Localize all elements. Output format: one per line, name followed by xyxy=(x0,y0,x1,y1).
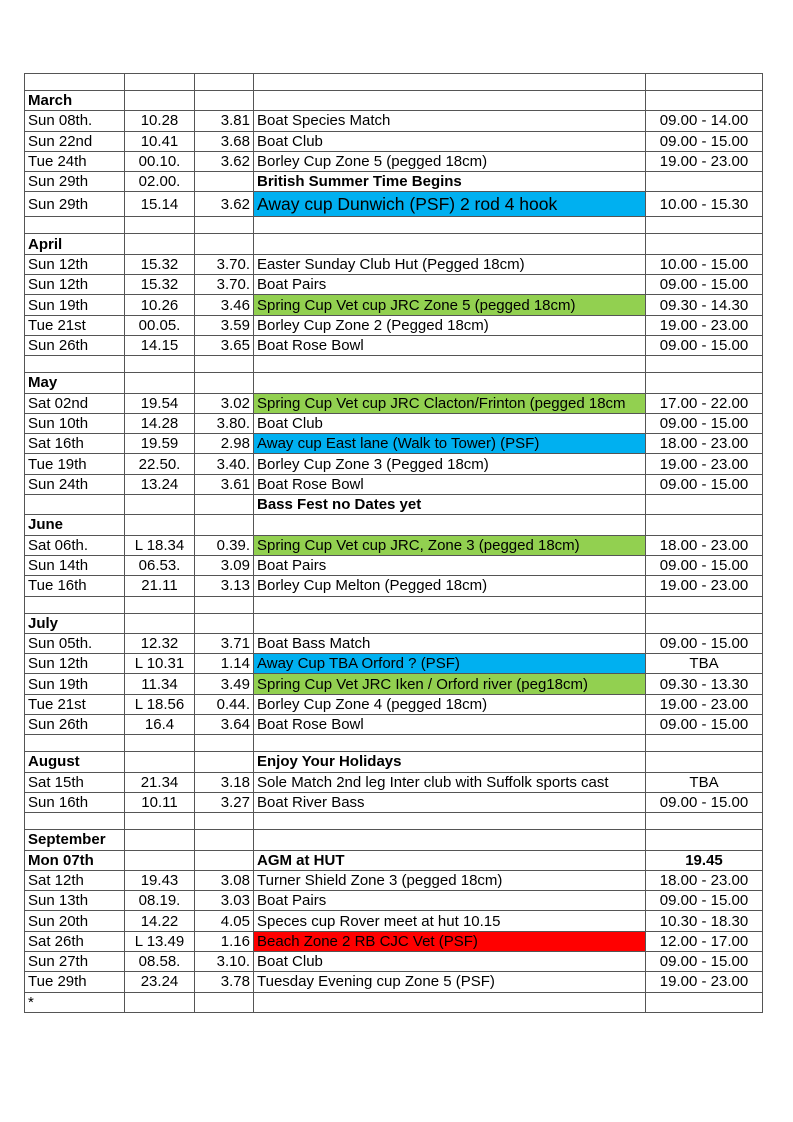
date-cell: Tue 19th xyxy=(25,454,125,474)
table-row xyxy=(25,772,763,792)
hours-cell: 19.45 xyxy=(646,850,763,870)
table-row xyxy=(25,295,763,315)
tide-height-cell: 3.78 xyxy=(195,972,254,992)
hours-cell: 10.30 - 18.30 xyxy=(646,911,763,931)
hours-cell xyxy=(646,91,763,111)
hours-cell xyxy=(646,373,763,393)
tide-time-cell xyxy=(125,217,195,234)
event-cell: Boat Club xyxy=(254,413,646,433)
event-cell: Speces cup Rover meet at hut 10.15 xyxy=(254,911,646,931)
hours-cell: 19.00 - 23.00 xyxy=(646,151,763,171)
tide-height-cell: 3.59 xyxy=(195,315,254,335)
tide-time-cell: 02.00. xyxy=(125,172,195,192)
event-cell: Boat Pairs xyxy=(254,891,646,911)
table-row xyxy=(25,891,763,911)
event-cell: Away Cup TBA Orford ? (PSF) xyxy=(254,654,646,674)
tide-height-cell: 3.61 xyxy=(195,474,254,494)
event-cell: Borley Cup Melton (Pegged 18cm) xyxy=(254,576,646,596)
tide-height-cell xyxy=(195,830,254,850)
tide-height-cell: 3.62 xyxy=(195,192,254,217)
blank-row xyxy=(25,356,763,373)
event-cell: Boat Bass Match xyxy=(254,633,646,653)
hours-cell: 18.00 - 23.00 xyxy=(646,434,763,454)
hours-cell: 09.30 - 13.30 xyxy=(646,674,763,694)
event-cell: Beach Zone 2 RB CJC Vet (PSF) xyxy=(254,931,646,951)
tide-time-cell: 15.32 xyxy=(125,254,195,274)
table-row xyxy=(25,434,763,454)
event-cell xyxy=(254,515,646,535)
table-row xyxy=(25,393,763,413)
tide-height-cell: 3.80. xyxy=(195,413,254,433)
tide-time-cell: 14.22 xyxy=(125,911,195,931)
event-cell xyxy=(254,830,646,850)
tide-time-cell: 11.34 xyxy=(125,674,195,694)
tide-height-cell xyxy=(195,735,254,752)
tide-time-cell: 08.58. xyxy=(125,951,195,971)
tide-height-cell: 3.65 xyxy=(195,335,254,355)
hours-cell: 19.00 - 23.00 xyxy=(646,315,763,335)
event-cell xyxy=(254,74,646,91)
date-cell: Sun 29th xyxy=(25,192,125,217)
tide-time-cell xyxy=(125,596,195,613)
table-row xyxy=(25,694,763,714)
hours-cell: 09.00 - 15.00 xyxy=(646,555,763,575)
table-row xyxy=(25,495,763,515)
tide-time-cell: 15.32 xyxy=(125,275,195,295)
date-cell xyxy=(25,356,125,373)
month-heading-row xyxy=(25,613,763,633)
month-heading-row xyxy=(25,830,763,850)
tide-time-cell xyxy=(125,850,195,870)
date-cell: July xyxy=(25,613,125,633)
hours-cell: 18.00 - 23.00 xyxy=(646,870,763,890)
event-cell: Boat Rose Bowl xyxy=(254,715,646,735)
tide-time-cell: 12.32 xyxy=(125,633,195,653)
event-cell: Tuesday Evening cup Zone 5 (PSF) xyxy=(254,972,646,992)
table-row xyxy=(25,555,763,575)
hours-cell: 19.00 - 23.00 xyxy=(646,694,763,714)
hours-cell: 09.00 - 15.00 xyxy=(646,335,763,355)
date-cell: Sat 15th xyxy=(25,772,125,792)
date-cell: Sat 06th. xyxy=(25,535,125,555)
date-cell: Sun 22nd xyxy=(25,131,125,151)
event-cell: Spring Cup Vet cup JRC, Zone 3 (pegged 18cm) xyxy=(254,535,646,555)
hours-cell xyxy=(646,234,763,254)
table-row xyxy=(25,335,763,355)
event-cell: Borley Cup Zone 4 (pegged 18cm) xyxy=(254,694,646,714)
hours-cell xyxy=(646,992,763,1012)
event-cell: Boat Pairs xyxy=(254,275,646,295)
tide-time-cell: 08.19. xyxy=(125,891,195,911)
tide-height-cell xyxy=(195,515,254,535)
tide-time-cell: 13.24 xyxy=(125,474,195,494)
date-cell: * xyxy=(25,992,125,1012)
date-cell: Sat 26th xyxy=(25,931,125,951)
event-cell: Bass Fest no Dates yet xyxy=(254,495,646,515)
date-cell: Sun 10th xyxy=(25,413,125,433)
date-cell: April xyxy=(25,234,125,254)
event-cell xyxy=(254,613,646,633)
month-heading-row xyxy=(25,91,763,111)
blank-row xyxy=(25,74,763,91)
tide-height-cell xyxy=(195,613,254,633)
hours-cell: 19.00 - 23.00 xyxy=(646,576,763,596)
event-cell: Easter Sunday Club Hut (Pegged 18cm) xyxy=(254,254,646,274)
tide-time-cell xyxy=(125,830,195,850)
fixtures-table-body xyxy=(25,74,763,1013)
blank-row xyxy=(25,217,763,234)
hours-cell xyxy=(646,613,763,633)
tide-time-cell xyxy=(125,356,195,373)
hours-cell: 09.00 - 15.00 xyxy=(646,633,763,653)
month-heading-row xyxy=(25,515,763,535)
table-row xyxy=(25,931,763,951)
hours-cell xyxy=(646,356,763,373)
date-cell: Tue 21st xyxy=(25,694,125,714)
table-row xyxy=(25,413,763,433)
event-cell: AGM at HUT xyxy=(254,850,646,870)
tide-time-cell: 19.43 xyxy=(125,870,195,890)
event-cell: Boat Club xyxy=(254,131,646,151)
hours-cell: 09.00 - 15.00 xyxy=(646,474,763,494)
tide-height-cell: 3.71 xyxy=(195,633,254,653)
tide-height-cell xyxy=(195,495,254,515)
date-cell: Sun 12th xyxy=(25,275,125,295)
tide-height-cell xyxy=(195,850,254,870)
table-row xyxy=(25,792,763,812)
tide-height-cell: 3.49 xyxy=(195,674,254,694)
event-cell xyxy=(254,992,646,1012)
event-cell: Spring Cup Vet JRC Iken / Orford river (peg18cm) xyxy=(254,674,646,694)
date-cell: Mon 07th xyxy=(25,850,125,870)
tide-time-cell: 16.4 xyxy=(125,715,195,735)
hours-cell: 10.00 - 15.00 xyxy=(646,254,763,274)
hours-cell xyxy=(646,752,763,772)
event-cell xyxy=(254,373,646,393)
table-row xyxy=(25,576,763,596)
date-cell: Sun 05th. xyxy=(25,633,125,653)
event-cell xyxy=(254,356,646,373)
date-cell: Sat 02nd xyxy=(25,393,125,413)
tide-time-cell xyxy=(125,91,195,111)
date-cell xyxy=(25,813,125,830)
table-row xyxy=(25,972,763,992)
event-cell: Boat Rose Bowl xyxy=(254,474,646,494)
hours-cell: 17.00 - 22.00 xyxy=(646,393,763,413)
hours-cell: 09.00 - 14.00 xyxy=(646,111,763,131)
blank-row xyxy=(25,735,763,752)
date-cell: March xyxy=(25,91,125,111)
table-row xyxy=(25,674,763,694)
tide-height-cell xyxy=(195,172,254,192)
date-cell: Sun 24th xyxy=(25,474,125,494)
tide-time-cell: 23.24 xyxy=(125,972,195,992)
date-cell: June xyxy=(25,515,125,535)
tide-time-cell xyxy=(125,373,195,393)
date-cell: Sun 13th xyxy=(25,891,125,911)
hours-cell: 09.00 - 15.00 xyxy=(646,891,763,911)
hours-cell: 18.00 - 23.00 xyxy=(646,535,763,555)
tide-time-cell xyxy=(125,813,195,830)
event-cell xyxy=(254,217,646,234)
date-cell: Tue 21st xyxy=(25,315,125,335)
tide-height-cell xyxy=(195,992,254,1012)
tide-time-cell: 10.28 xyxy=(125,111,195,131)
date-cell xyxy=(25,735,125,752)
date-cell xyxy=(25,495,125,515)
table-row xyxy=(25,535,763,555)
tide-height-cell xyxy=(195,596,254,613)
tide-height-cell: 3.68 xyxy=(195,131,254,151)
event-cell: Spring Cup Vet cup JRC Zone 5 (pegged 18cm) xyxy=(254,295,646,315)
tide-time-cell xyxy=(125,234,195,254)
table-row xyxy=(25,715,763,735)
event-cell: Enjoy Your Holidays xyxy=(254,752,646,772)
event-cell: Boat Species Match xyxy=(254,111,646,131)
date-cell: Sat 12th xyxy=(25,870,125,890)
tide-height-cell: 3.18 xyxy=(195,772,254,792)
hours-cell: 09.00 - 15.00 xyxy=(646,951,763,971)
date-cell: Sun 12th xyxy=(25,654,125,674)
hours-cell xyxy=(646,515,763,535)
tide-time-cell xyxy=(125,515,195,535)
event-cell: Borley Cup Zone 2 (Pegged 18cm) xyxy=(254,315,646,335)
tide-height-cell xyxy=(195,91,254,111)
hours-cell: 19.00 - 23.00 xyxy=(646,972,763,992)
blank-row xyxy=(25,596,763,613)
date-cell: Sat 16th xyxy=(25,434,125,454)
event-cell: Borley Cup Zone 5 (pegged 18cm) xyxy=(254,151,646,171)
tide-height-cell xyxy=(195,752,254,772)
date-cell: Sun 27th xyxy=(25,951,125,971)
event-cell: Boat Club xyxy=(254,951,646,971)
hours-cell xyxy=(646,217,763,234)
tide-time-cell: 10.41 xyxy=(125,131,195,151)
date-cell: Tue 24th xyxy=(25,151,125,171)
tide-time-cell: 14.28 xyxy=(125,413,195,433)
event-cell: Borley Cup Zone 3 (Pegged 18cm) xyxy=(254,454,646,474)
table-row xyxy=(25,474,763,494)
table-row xyxy=(25,992,763,1012)
hours-cell: TBA xyxy=(646,654,763,674)
month-heading-row xyxy=(25,373,763,393)
tide-height-cell: 3.03 xyxy=(195,891,254,911)
date-cell: Sun 26th xyxy=(25,335,125,355)
table-row xyxy=(25,850,763,870)
hours-cell xyxy=(646,495,763,515)
tide-time-cell xyxy=(125,74,195,91)
tide-height-cell xyxy=(195,373,254,393)
tide-height-cell: 2.98 xyxy=(195,434,254,454)
table-row xyxy=(25,275,763,295)
table-row xyxy=(25,951,763,971)
hours-cell: TBA xyxy=(646,772,763,792)
date-cell: Sun 12th xyxy=(25,254,125,274)
event-cell xyxy=(254,735,646,752)
tide-height-cell: 3.10. xyxy=(195,951,254,971)
hours-cell: 09.00 - 15.00 xyxy=(646,792,763,812)
event-cell xyxy=(254,813,646,830)
tide-height-cell: 3.70. xyxy=(195,254,254,274)
date-cell: August xyxy=(25,752,125,772)
tide-time-cell: 06.53. xyxy=(125,555,195,575)
tide-height-cell: 3.81 xyxy=(195,111,254,131)
tide-time-cell: 21.34 xyxy=(125,772,195,792)
table-row xyxy=(25,192,763,217)
tide-time-cell xyxy=(125,613,195,633)
date-cell xyxy=(25,74,125,91)
date-cell: Sun 08th. xyxy=(25,111,125,131)
tide-time-cell: 21.11 xyxy=(125,576,195,596)
date-cell: Tue 29th xyxy=(25,972,125,992)
event-cell: Boat Pairs xyxy=(254,555,646,575)
date-cell xyxy=(25,217,125,234)
hours-cell: 09.00 - 15.00 xyxy=(646,715,763,735)
date-cell: Sun 26th xyxy=(25,715,125,735)
table-row xyxy=(25,131,763,151)
event-cell xyxy=(254,91,646,111)
tide-height-cell: 3.70. xyxy=(195,275,254,295)
tide-height-cell: 1.14 xyxy=(195,654,254,674)
tide-height-cell: 1.16 xyxy=(195,931,254,951)
tide-time-cell: 19.59 xyxy=(125,434,195,454)
tide-height-cell: 3.02 xyxy=(195,393,254,413)
hours-cell xyxy=(646,596,763,613)
hours-cell: 09.00 - 15.00 xyxy=(646,413,763,433)
table-row xyxy=(25,111,763,131)
tide-height-cell xyxy=(195,234,254,254)
table-row xyxy=(25,454,763,474)
tide-time-cell xyxy=(125,735,195,752)
tide-height-cell xyxy=(195,217,254,234)
tide-time-cell: 10.26 xyxy=(125,295,195,315)
tide-time-cell: 00.10. xyxy=(125,151,195,171)
date-cell: Sun 20th xyxy=(25,911,125,931)
date-cell: Sun 29th xyxy=(25,172,125,192)
tide-time-cell xyxy=(125,992,195,1012)
table-row xyxy=(25,633,763,653)
table-row xyxy=(25,172,763,192)
hours-cell xyxy=(646,830,763,850)
blank-row xyxy=(25,813,763,830)
event-cell: Spring Cup Vet cup JRC Clacton/Frinton (pegged 18cm xyxy=(254,393,646,413)
date-cell: Sun 19th xyxy=(25,674,125,694)
tide-time-cell: 15.14 xyxy=(125,192,195,217)
table-row xyxy=(25,911,763,931)
tide-time-cell: 14.15 xyxy=(125,335,195,355)
tide-height-cell: 3.62 xyxy=(195,151,254,171)
hours-cell: 09.00 - 15.00 xyxy=(646,275,763,295)
tide-time-cell xyxy=(125,752,195,772)
table-row xyxy=(25,151,763,171)
event-cell xyxy=(254,596,646,613)
tide-height-cell: 3.64 xyxy=(195,715,254,735)
hours-cell xyxy=(646,813,763,830)
hours-cell: 12.00 - 17.00 xyxy=(646,931,763,951)
fixtures-table xyxy=(24,73,763,1013)
event-cell: Turner Shield Zone 3 (pegged 18cm) xyxy=(254,870,646,890)
tide-height-cell: 3.40. xyxy=(195,454,254,474)
table-row xyxy=(25,254,763,274)
tide-height-cell xyxy=(195,813,254,830)
date-cell: Sun 14th xyxy=(25,555,125,575)
event-cell xyxy=(254,234,646,254)
tide-time-cell: 10.11 xyxy=(125,792,195,812)
hours-cell: 09.30 - 14.30 xyxy=(646,295,763,315)
date-cell: Sun 19th xyxy=(25,295,125,315)
tide-height-cell: 0.39. xyxy=(195,535,254,555)
table-row xyxy=(25,315,763,335)
table-row xyxy=(25,870,763,890)
hours-cell xyxy=(646,172,763,192)
tide-height-cell: 3.08 xyxy=(195,870,254,890)
tide-height-cell: 4.05 xyxy=(195,911,254,931)
tide-height-cell: 3.27 xyxy=(195,792,254,812)
tide-time-cell: L 18.34 xyxy=(125,535,195,555)
month-heading-row xyxy=(25,752,763,772)
hours-cell: 19.00 - 23.00 xyxy=(646,454,763,474)
date-cell: Sun 16th xyxy=(25,792,125,812)
event-cell: Boat Rose Bowl xyxy=(254,335,646,355)
tide-time-cell: L 10.31 xyxy=(125,654,195,674)
tide-height-cell: 0.44. xyxy=(195,694,254,714)
tide-time-cell xyxy=(125,495,195,515)
hours-cell xyxy=(646,74,763,91)
tide-height-cell xyxy=(195,356,254,373)
hours-cell: 09.00 - 15.00 xyxy=(646,131,763,151)
date-cell: Tue 16th xyxy=(25,576,125,596)
table-row xyxy=(25,654,763,674)
event-cell: Away cup Dunwich (PSF) 2 rod 4 hook xyxy=(254,192,646,217)
hours-cell: 10.00 - 15.30 xyxy=(646,192,763,217)
date-cell: May xyxy=(25,373,125,393)
tide-time-cell: L 13.49 xyxy=(125,931,195,951)
tide-time-cell: 00.05. xyxy=(125,315,195,335)
date-cell: September xyxy=(25,830,125,850)
event-cell: Away cup East lane (Walk to Tower) (PSF) xyxy=(254,434,646,454)
tide-time-cell: 22.50. xyxy=(125,454,195,474)
event-cell: Sole Match 2nd leg Inter club with Suffolk sports cast xyxy=(254,772,646,792)
tide-height-cell xyxy=(195,74,254,91)
month-heading-row xyxy=(25,234,763,254)
tide-time-cell: 19.54 xyxy=(125,393,195,413)
tide-time-cell: L 18.56 xyxy=(125,694,195,714)
date-cell xyxy=(25,596,125,613)
hours-cell xyxy=(646,735,763,752)
tide-height-cell: 3.46 xyxy=(195,295,254,315)
tide-height-cell: 3.09 xyxy=(195,555,254,575)
tide-height-cell: 3.13 xyxy=(195,576,254,596)
event-cell: British Summer Time Begins xyxy=(254,172,646,192)
event-cell: Boat River Bass xyxy=(254,792,646,812)
